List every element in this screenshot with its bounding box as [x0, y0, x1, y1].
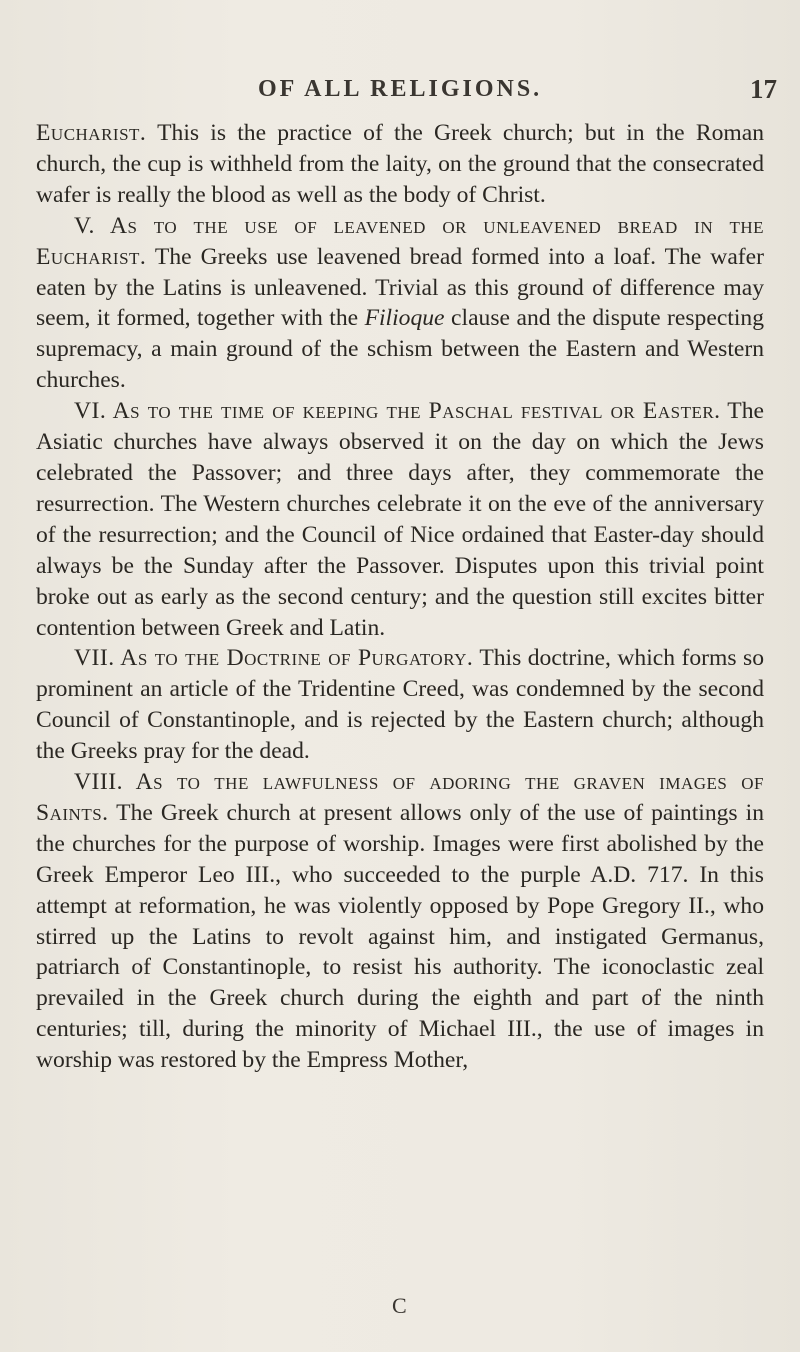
- paragraph-heading: V. As to the use of leavened or unleavened bread in the Eucharist.: [36, 212, 764, 270]
- paragraph-text: The Greek church at present allows only of the use of paintings in the churches for the purpose of worship. Images were first abolished by the Greek Emperor Leo III., who succeeded to the purple A.D. 717. In this attempt at reformation, he was violently opposed by Pope Gregory II., who stirred up the Latins to revolt against him, and instigated Germanus, patriarch of Constantinople, to resist his authority. The iconoclastic zeal prevailed in the Greek church during the eighth and part of the ninth centuries; till, during the minority of Michael III., the use of images in worship was restored by the Empress Mother,: [36, 799, 764, 1074]
- paragraph-heading: VIII. As to the lawfulness of adoring the graven images of Saints.: [36, 769, 764, 826]
- running-head: [0, 76, 800, 110]
- paragraph-text: This is the practice of the Greek church; but in the Roman church, the cup is withheld from the laity, on the ground that the consecrated wafer is really the blood as well as the body of Christ.: [36, 120, 764, 208]
- paragraph-text: clause and the dispute respecting supremacy, a main ground of the schism between the Eastern and Western churches.: [36, 305, 764, 394]
- paragraph-leavened-bread: [36, 211, 764, 396]
- paragraph-paschal-festival: [36, 396, 764, 643]
- paragraph-purgatory: [36, 643, 764, 767]
- paragraph-heading: VII. As to the Doctrine of Purgatory.: [74, 645, 474, 672]
- signature-mark: C: [392, 1293, 407, 1318]
- paragraph-graven-images: [36, 767, 764, 1076]
- paragraph-text: This doctrine, which forms so prominent an article of the Tridentine Creed, was condemned by the second Council of Constantinople, and is rejected by the Eastern church; although the Greeks pray for the dead.: [36, 645, 764, 765]
- running-title: OF ALL RELIGIONS.: [258, 76, 543, 102]
- paragraph-heading: VI. As to the time of keeping the Paschal festival or Easter.: [74, 398, 721, 425]
- paragraph-heading: Eucharist.: [36, 120, 147, 146]
- paragraph-text: The Asiatic churches have always observed it on the day on which the Jews celebrated the Passover; and three days after, they commemorate the resurrection. The Western churches celebrate it on the eve of the anniversary of the resurrection; and the Council of Nice ordained that Easter-day should always be the Sunday after the Passover. Disputes upon this trivial point broke out as early as the second century; and the question still excites bitter contention between Greek and Latin.: [36, 398, 764, 641]
- filioque-term: Filioque: [364, 305, 445, 332]
- paragraph-eucharist-continued: [36, 118, 764, 211]
- page-number: 17: [750, 74, 777, 104]
- paragraph-text: The Greeks use leavened bread formed into a loaf. The wafer eaten by the Latins is unleavened. Trivial as this ground of difference may seem, it formed, together with the: [36, 243, 764, 332]
- body-text: [36, 118, 764, 1076]
